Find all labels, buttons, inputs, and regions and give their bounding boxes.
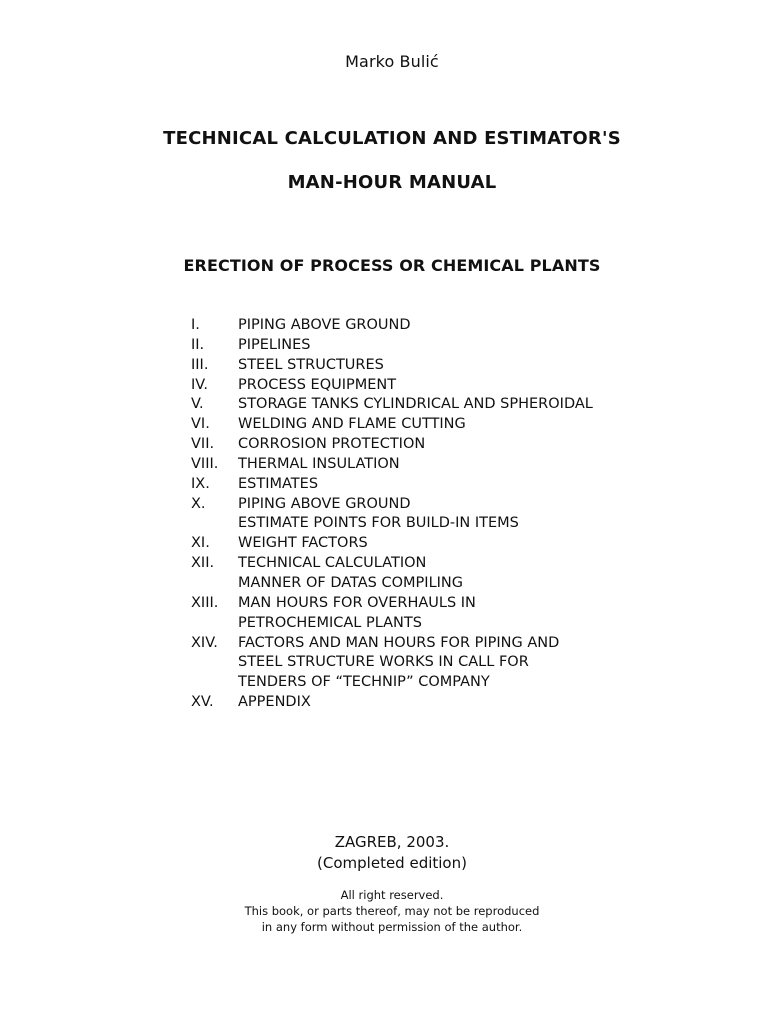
toc-item-number: VII.	[191, 436, 215, 453]
toc-item-text	[238, 356, 384, 376]
toc-item	[191, 495, 593, 535]
toc-item-number: VI.	[191, 416, 210, 433]
toc-item-line: WELDING AND FLAME CUTTING	[238, 416, 466, 433]
toc-item	[191, 534, 593, 554]
toc-item-number: I.	[191, 317, 200, 333]
toc-item-text	[238, 534, 368, 554]
toc-item	[191, 336, 593, 356]
toc-item	[191, 475, 593, 495]
toc-item-line: PIPELINES	[238, 336, 311, 353]
publication-info	[0, 832, 768, 874]
toc-item-line: WEIGHT FACTORS	[238, 535, 368, 552]
toc-item-number: VIII.	[191, 455, 219, 472]
toc-item-number: X.	[191, 495, 206, 512]
toc-item-text	[238, 495, 519, 535]
toc-item	[191, 594, 593, 634]
toc-item-text	[238, 634, 559, 694]
toc-item	[191, 415, 593, 435]
toc-item-line: APPENDIX	[238, 694, 311, 711]
edition: (Completed edition)	[317, 854, 467, 872]
toc-item-number: II.	[191, 336, 205, 353]
toc-item-line: STEEL STRUCTURE WORKS IN CALL FOR	[238, 654, 529, 671]
toc-item	[191, 376, 593, 396]
toc-item-line: TENDERS OF “TECHNIP” COMPANY	[238, 674, 490, 691]
toc-item-number: XV.	[191, 694, 214, 711]
toc-item-line: PETROCHEMICAL PLANTS	[238, 614, 422, 631]
toc-item	[191, 634, 593, 694]
toc-item-line: ESTIMATE POINTS FOR BUILD-IN ITEMS	[238, 515, 519, 532]
toc-item-text	[238, 455, 400, 475]
toc-item-text	[238, 435, 425, 455]
copyright-line-1: All right reserved.	[340, 888, 444, 902]
toc-item-line: FACTORS AND MAN HOURS FOR PIPING AND	[238, 634, 560, 651]
toc-item-number: XII.	[191, 555, 215, 572]
toc-item-number: XIII.	[191, 594, 219, 611]
toc-item	[191, 693, 593, 713]
toc-item-line: STORAGE TANKS CYLINDRICAL AND SPHEROIDAL	[238, 396, 593, 413]
toc-item-number: XI.	[191, 535, 210, 552]
toc-item-line: MANNER OF DATAS COMPILING	[238, 574, 464, 591]
toc-item-line: THERMAL INSULATION	[238, 455, 400, 472]
toc-item-text	[238, 554, 463, 594]
title-line-1: TECHNICAL CALCULATION AND ESTIMATOR'S	[163, 128, 621, 149]
toc-item	[191, 455, 593, 475]
toc-item	[191, 395, 593, 415]
table-of-contents	[191, 316, 593, 713]
city-year: ZAGREB, 2003.	[334, 833, 450, 851]
toc-item-number: XIV.	[191, 634, 218, 651]
copyright-line-2: This book, or parts thereof, may not be reproduced	[244, 904, 540, 918]
toc-item-text	[238, 415, 466, 435]
toc-item-text	[238, 316, 411, 336]
toc-item-text	[238, 395, 593, 415]
toc-item-number: IX.	[191, 475, 210, 492]
toc-item-number: V.	[191, 396, 204, 413]
toc-item-line: ESTIMATES	[238, 475, 319, 492]
toc-item-text	[238, 336, 311, 356]
toc-item-text	[238, 475, 318, 495]
toc-item-number: IV.	[191, 376, 208, 393]
toc-item-line: PIPING ABOVE GROUND	[238, 317, 411, 333]
toc-item-text	[238, 693, 311, 713]
toc-item	[191, 316, 593, 336]
subtitle: ERECTION OF PROCESS OR CHEMICAL PLANTS	[183, 256, 601, 275]
toc-item-text	[238, 594, 476, 634]
copyright-line-3: in any form without permission of the author.	[261, 920, 523, 934]
toc-item-line: PIPING ABOVE GROUND	[238, 495, 411, 512]
toc-item	[191, 356, 593, 376]
author-name: Marko Bulić	[345, 52, 439, 71]
toc-item-line: MAN HOURS FOR OVERHAULS IN	[238, 594, 476, 611]
title-line-2: MAN-HOUR MANUAL	[287, 172, 497, 193]
toc-item-line: CORROSION PROTECTION	[238, 436, 426, 453]
toc-item-line: STEEL STRUCTURES	[238, 356, 384, 373]
toc-item	[191, 554, 593, 594]
copyright-notice	[0, 887, 768, 935]
toc-item	[191, 435, 593, 455]
toc-item-line: TECHNICAL CALCULATION	[238, 555, 427, 572]
toc-item-line: PROCESS EQUIPMENT	[238, 376, 397, 393]
toc-item-number: III.	[191, 356, 209, 373]
toc-item-text	[238, 376, 396, 396]
